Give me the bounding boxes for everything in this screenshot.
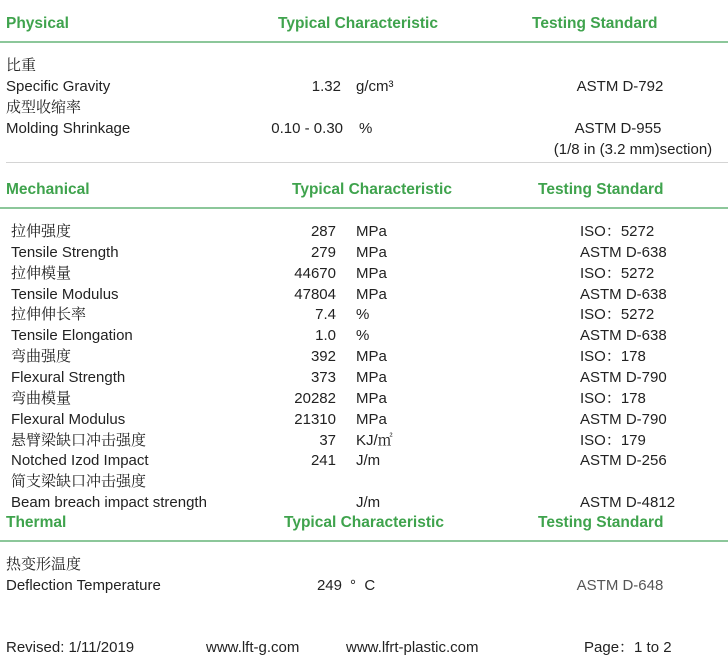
footer-website-1[interactable]: www.lft-g.com [206, 639, 300, 656]
deflection-temperature-en: Deflection Temperature [6, 577, 161, 594]
mechanical-row-unit: MPa [356, 369, 387, 386]
mechanical-row-standard: ASTM D-256 [580, 452, 667, 469]
footer-website-2[interactable]: www.lfrt-plastic.com [346, 639, 479, 656]
mechanical-row-unit: % [356, 327, 370, 344]
molding-shrinkage-value: 0.10 - 0.30 [271, 120, 343, 137]
footer-revised: Revised: 1/11/2019 [6, 639, 135, 656]
molding-shrinkage-en: Molding Shrinkage [6, 120, 131, 137]
mechanical-section-title: Mechanical [6, 181, 90, 198]
mechanical-row-unit: % [356, 306, 370, 323]
mechanical-row-unit: MPa [356, 286, 387, 303]
thermal-standard-header: Testing Standard [538, 514, 664, 531]
mechanical-row-label: Tensile Strength [11, 244, 119, 261]
physical-section-title: Physical [6, 15, 69, 32]
footer-page-number: Page：1 to 2 [584, 639, 672, 656]
mechanical-row-label: 弯曲强度 [11, 348, 72, 365]
mechanical-typical-header: Typical Characteristic [292, 181, 452, 198]
mechanical-row-unit: MPa [356, 348, 387, 365]
mechanical-row-standard: ISO：178 [580, 348, 646, 365]
mechanical-row-value: 21310 [294, 411, 336, 428]
mechanical-row-label: 拉伸强度 [11, 223, 72, 240]
mechanical-row-value: 373 [310, 369, 336, 386]
physical-standard-header: Testing Standard [532, 15, 658, 32]
mechanical-row-standard: ISO：5272 [580, 223, 655, 240]
mechanical-row-value: 44670 [294, 265, 336, 282]
mechanical-row-label: 拉伸模量 [11, 265, 72, 282]
mechanical-row-value: 47804 [294, 286, 336, 303]
molding-shrinkage-unit: % [359, 120, 373, 137]
mechanical-row-label: Tensile Modulus [11, 286, 119, 303]
mechanical-row-unit: J/m [356, 494, 381, 511]
thermal-section-title: Thermal [6, 514, 67, 531]
mechanical-row-standard: ASTM D-4812 [580, 494, 676, 511]
mechanical-row-unit: KJ/㎡ [356, 432, 393, 449]
mechanical-row-value: 20282 [294, 390, 336, 407]
physical-header-divider [0, 41, 728, 43]
molding-shrinkage-standard: ASTM D-955 [574, 120, 662, 137]
mechanical-row-value: 37 [319, 432, 336, 449]
deflection-temperature-standard: ASTM D-648 [576, 577, 664, 594]
mechanical-row-value: 279 [310, 244, 336, 261]
mechanical-row-standard: ASTM D-638 [580, 286, 667, 303]
molding-shrinkage-standard-note: (1/8 in (3.2 mm)section) [553, 141, 713, 158]
mechanical-row-label: 弯曲模量 [11, 390, 72, 407]
mechanical-row-label: 悬臂梁缺口冲击强度 [11, 432, 147, 449]
mechanical-row-label: Tensile Elongation [11, 327, 133, 344]
specific-gravity-value: 1.32 [311, 78, 341, 95]
deflection-temperature-value: 249 [316, 577, 342, 594]
thermal-header-divider [0, 540, 728, 542]
mechanical-row-standard: ISO：5272 [580, 265, 655, 282]
thermal-typical-header: Typical Characteristic [284, 514, 444, 531]
physical-bottom-divider [6, 162, 728, 163]
mechanical-row-standard: ASTM D-638 [580, 327, 667, 344]
mechanical-row-label: 简支梁缺口冲击强度 [11, 473, 147, 490]
mechanical-row-value: 287 [310, 223, 336, 240]
mechanical-row-label: Flexural Modulus [11, 411, 126, 428]
mechanical-row-label: Flexural Strength [11, 369, 126, 386]
mechanical-row-unit: MPa [356, 244, 387, 261]
deflection-temperature-cn: 热变形温度 [6, 556, 82, 573]
mechanical-row-label: 拉伸伸长率 [11, 306, 87, 323]
mechanical-standard-header: Testing Standard [538, 181, 664, 198]
specific-gravity-en: Specific Gravity [6, 78, 111, 95]
physical-typical-header: Typical Characteristic [278, 15, 438, 32]
mechanical-row-standard: ASTM D-638 [580, 244, 667, 261]
mechanical-row-value: 241 [310, 452, 336, 469]
specific-gravity-unit: g/cm³ [356, 78, 394, 95]
mechanical-header-divider [0, 207, 728, 209]
mechanical-row-unit: MPa [356, 390, 387, 407]
mechanical-row-standard: ISO：179 [580, 432, 646, 449]
deflection-temperature-unit: ° C [350, 577, 376, 594]
mechanical-row-value: 7.4 [315, 306, 336, 323]
mechanical-row-unit: J/m [356, 452, 381, 469]
mechanical-row-unit: MPa [356, 411, 387, 428]
mechanical-row-standard: ISO：178 [580, 390, 646, 407]
mechanical-row-value: 392 [310, 348, 336, 365]
mechanical-row-label: Beam breach impact strength [11, 494, 207, 511]
specific-gravity-cn: 比重 [6, 57, 37, 74]
mechanical-row-standard: ISO：5272 [580, 306, 655, 323]
mechanical-row-label: Notched Izod Impact [11, 452, 149, 469]
mechanical-row-unit: MPa [356, 223, 387, 240]
mechanical-row-standard: ASTM D-790 [580, 369, 667, 386]
mechanical-row-value: 1.0 [315, 327, 336, 344]
molding-shrinkage-cn: 成型收缩率 [6, 99, 82, 116]
mechanical-row-standard: ASTM D-790 [580, 411, 667, 428]
mechanical-row-unit: MPa [356, 265, 387, 282]
specific-gravity-standard: ASTM D-792 [576, 78, 664, 95]
